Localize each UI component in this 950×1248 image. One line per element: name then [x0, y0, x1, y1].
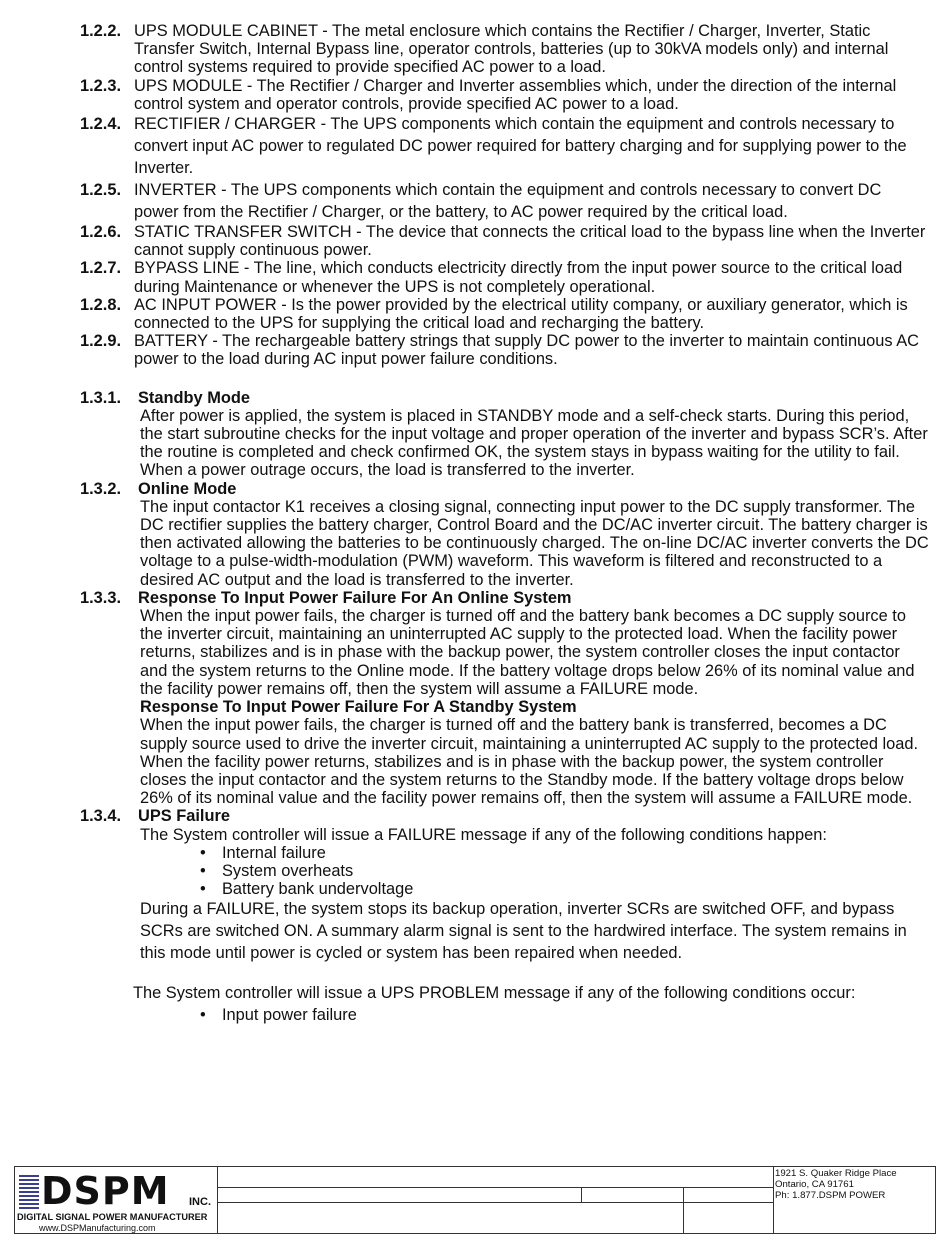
- definition-text: UPS MODULE CABINET - The metal enclosure which contains the Rectifier / Charger, Inverter, Static Transfer Switch, Internal Bypass line, operator controls, batteries (up to 30kVA models only) and internal control systems required to provide specified AC power to a load.: [134, 22, 889, 77]
- problem-conditions-list: [200, 1004, 930, 1026]
- address-line: 1921 S. Quaker Ridge Place: [775, 1168, 897, 1179]
- definition-text: STATIC TRANSFER SWITCH - The device that connects the critical load to the bypass line when the Inverter cannot supply continuous power.: [134, 223, 926, 260]
- section-body: After power is applied, the system is placed in STANDBY mode and a self-check starts. During this period, the start subroutine checks for the input voltage and proper operation of the inverter and bypass SCR’s. After the routine is completed and check confirmed OK, the system stays in bypass waiting for the utility to fail. When a power outrage occurs, the load is transferred to the inverter.: [140, 406, 928, 480]
- definition-number: 1.2.2.: [80, 22, 122, 40]
- logo-inc: INC.: [189, 1196, 211, 1208]
- definition-number: 1.2.6.: [80, 223, 122, 242]
- section-body: The input contactor K1 receives a closing signal, connecting input power to the DC supply transformer. The DC rectifier supplies the battery charger, Control Board and the DC/AC inverter circuit. The battery charger is then activated allowing the batteries to be continuously charged. The on-line DC/AC inverter converts the DC voltage to a pulse-width-modulation (PWM) waveform. This waveform is filtered and reconstructed to a desired AC output and the load is transferred to the inverter.: [140, 497, 929, 589]
- definition-item: [80, 22, 930, 77]
- company-name: DIGITAL SIGNAL POWER MANUFACTURER: [17, 1212, 208, 1222]
- definition-number: 1.2.9.: [80, 332, 122, 351]
- definition-item: [80, 259, 930, 295]
- section-number: 1.3.1.: [80, 388, 122, 407]
- failure-description: During a FAILURE, the system stops its backup operation, inverter SCRs are switched OFF, and bypass SCRs are switched ON. A summary alarm signal is sent to the hardwired interface. The system remains in this mode until power is cycled or system has been repaired when needed.: [140, 900, 907, 963]
- title-block: [14, 1166, 936, 1234]
- section-title: Standby Mode: [138, 388, 251, 407]
- definition-item: [80, 296, 930, 332]
- definition-number: 1.2.8.: [80, 295, 122, 314]
- definition-number: 1.2.5.: [80, 181, 122, 200]
- definition-number: 1.2.7.: [80, 259, 122, 278]
- company-logo: [15, 1167, 218, 1233]
- logo-wordmark: DSPM: [41, 1169, 170, 1213]
- list-item: • Input power failure: [200, 1004, 930, 1026]
- definition-item: [80, 179, 930, 223]
- subsection-title: Response To Input Power Failure For A Standby System: [140, 698, 577, 717]
- company-url: www.DSPManufacturing.com: [39, 1223, 156, 1233]
- list-item: • Battery bank undervoltage: [200, 880, 930, 898]
- company-address: [775, 1168, 897, 1201]
- definitions-list: [80, 22, 930, 369]
- phone-number: Ph: 1.877.DSPM POWER: [775, 1190, 886, 1201]
- definition-item: [80, 332, 930, 368]
- definition-text: BATTERY - The rechargeable battery strings that supply DC power to the inverter to maintain continuous AC power to the load during AC input power failure conditions.: [134, 332, 920, 369]
- list-item: • System overheats: [200, 862, 930, 880]
- definition-number: 1.2.4.: [80, 115, 122, 134]
- definition-text: AC INPUT POWER - Is the power provided by the electrical utility company, or auxiliary generator, which is connected to the UPS for supplying the critical load and recharging the battery.: [134, 295, 908, 333]
- document-body: [80, 22, 930, 1026]
- section-title: Online Mode: [138, 479, 237, 498]
- logo-stripes-icon: [19, 1175, 39, 1209]
- section-number: 1.3.4.: [80, 807, 122, 826]
- section-number: 1.3.3.: [80, 588, 122, 607]
- definition-item: [80, 113, 930, 179]
- definition-item: [80, 77, 930, 113]
- section-title: Response To Input Power Failure For An Online System: [138, 588, 572, 607]
- definition-text: RECTIFIER / CHARGER - The UPS components which contain the equipment and controls necessary to convert input AC power to regulated DC power required for battery charging and for supplying power to the Inverter.: [134, 115, 907, 178]
- subsection-body: When the input power fails, the charger is turned off and the battery bank is transferred, becomes a DC supply source used to drive the inverter circuit, maintaining a uninterrupted AC supply to the protected load. When the facility power returns, stabilizes and is in phase with the backup power, the system controller closes the input contactor and the system returns to the Standby mode. If the battery voltage drops below 26% of its nominal value and the facility power remains off, then the system will assume a FAILURE mode.: [140, 716, 919, 808]
- section-heading: [80, 389, 930, 407]
- section-number: 1.3.2.: [80, 479, 122, 498]
- address-line: Ontario, CA 91761: [775, 1179, 854, 1190]
- definition-text: INVERTER - The UPS components which contain the equipment and controls necessary to convert DC power from the Rectifier / Charger, or the battery, to AC power required by the critical load.: [134, 181, 882, 222]
- section-body: The System controller will issue a FAILURE message if any of the following conditions happen:: [140, 825, 827, 844]
- section-heading: [80, 807, 930, 825]
- section-heading: [80, 480, 930, 498]
- definition-item: [80, 223, 930, 259]
- definition-text: BYPASS LINE - The line, which conducts electricity directly from the input power source to the critical load during Maintenance or whenever the UPS is not completely operational.: [134, 259, 903, 296]
- section-body: When the input power fails, the charger is turned off and the battery bank becomes a DC supply source to the inverter circuit, maintaining an uninterrupted AC supply to the protected load. When the facility power returns, stabilizes and is in phase with the backup power, the system controller closes the input contactor and the system returns to the Online mode. If the battery voltage drops below 26% of its nominal value and the facility power remains off, then the system will assume a FAILURE mode.: [140, 607, 915, 698]
- list-item: • Internal failure: [200, 844, 930, 862]
- problem-paragraph: The System controller will issue a UPS PROBLEM message if any of the following conditions occur:: [133, 984, 856, 1003]
- definition-number: 1.2.3.: [80, 76, 122, 95]
- section-title: UPS Failure: [138, 807, 230, 826]
- section-heading: [80, 589, 930, 607]
- failure-conditions-list: [200, 844, 930, 899]
- definition-text: UPS MODULE - The Rectifier / Charger and Inverter assemblies which, under the direction of the internal control system and operator controls, provide specified AC power to a load.: [134, 76, 897, 113]
